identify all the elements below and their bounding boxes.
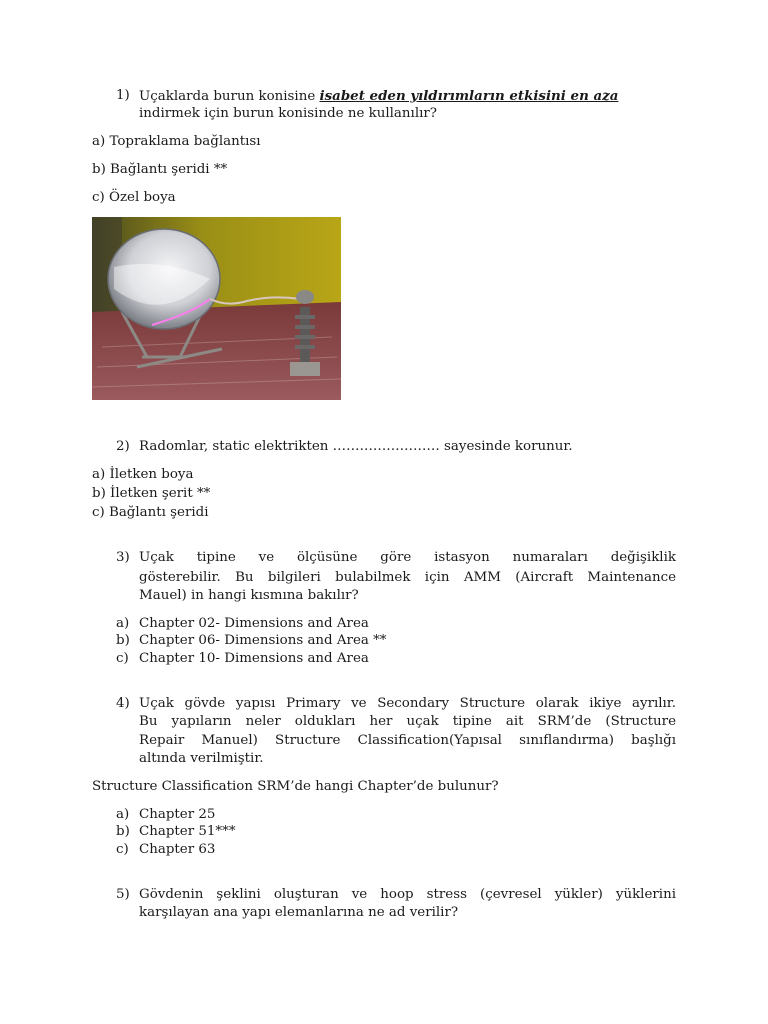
q4-text-line2: Bu yapıların neler oldukları her uçak tipine ait SRM’de (Structure xyxy=(139,714,676,729)
q1-text-line1 xyxy=(139,87,618,106)
q4-option-b-letter: b) xyxy=(116,824,130,839)
q4-option-a-letter: a) xyxy=(116,807,130,822)
q4-text-line4: altında verilmiştir. xyxy=(139,751,264,766)
q3-option-a-letter: a) xyxy=(116,616,130,631)
q3-number: 3) xyxy=(116,550,130,565)
q2-number: 2) xyxy=(116,439,130,454)
q1-option-b: b) Bağlantı şeridi ** xyxy=(92,162,228,177)
q3-text-line2: gösterebilir. Bu bilgileri bulabilmek için AMM (Aircraft Maintenance xyxy=(139,570,676,585)
q4-option-c-letter: c) xyxy=(116,842,129,857)
q1-text-plain: Uçaklarda burun konisine xyxy=(139,89,320,104)
radome-lightning-test-photo xyxy=(92,217,341,400)
q2-option-b: b) İletken şerit ** xyxy=(92,486,211,501)
q3-option-c-letter: c) xyxy=(116,651,129,666)
q1-text-emphasis: isabet eden yıldırımların etkisini en aza xyxy=(319,88,619,104)
q3-option-a: Chapter 02- Dimensions and Area xyxy=(139,616,369,631)
q5-text-line1: Gövdenin şeklini oluşturan ve hoop stress (çevresel yükler) yüklerini xyxy=(139,887,676,902)
q1-option-a: a) Topraklama bağlantısı xyxy=(92,134,261,149)
q5-number: 5) xyxy=(116,887,130,902)
q4-option-b: Chapter 51*** xyxy=(139,824,236,839)
q2-option-c: c) Bağlantı şeridi xyxy=(92,505,209,520)
q4-option-c: Chapter 63 xyxy=(139,842,216,857)
q2-text: Radomlar, static elektrikten …………………… sayesinde korunur. xyxy=(139,439,573,454)
q4-text-line1: Uçak gövde yapısı Primary ve Secondary Structure olarak ikiye ayrılır. xyxy=(139,696,676,711)
q4-text-line3: Repair Manuel) Structure Classification(Yapısal sınıflandırma) başlığı xyxy=(139,733,676,748)
q5-text-line2: karşılayan ana yapı elemanlarına ne ad verilir? xyxy=(139,905,459,920)
q3-text-line3: Mauel) in hangi kısmına bakılır? xyxy=(139,588,359,603)
q2-option-a: a) İletken boya xyxy=(92,467,194,482)
q4-option-a: Chapter 25 xyxy=(139,807,216,822)
q3-option-b: Chapter 06- Dimensions and Area ** xyxy=(139,633,387,648)
q3-option-b-letter: b) xyxy=(116,633,130,648)
q3-text-line1: Uçak tipine ve ölçüsüne göre istasyon numaraları değişiklik xyxy=(139,550,676,565)
q1-number: 1) xyxy=(116,88,130,103)
q4-followup-question: Structure Classification SRM’de hangi Chapter’de bulunur? xyxy=(92,779,499,794)
q1-text-line2: indirmek için burun konisinde ne kullanılır? xyxy=(139,106,437,121)
q4-number: 4) xyxy=(116,696,130,711)
q1-option-c: c) Özel boya xyxy=(92,190,176,205)
q3-option-c: Chapter 10- Dimensions and Area xyxy=(139,651,369,666)
